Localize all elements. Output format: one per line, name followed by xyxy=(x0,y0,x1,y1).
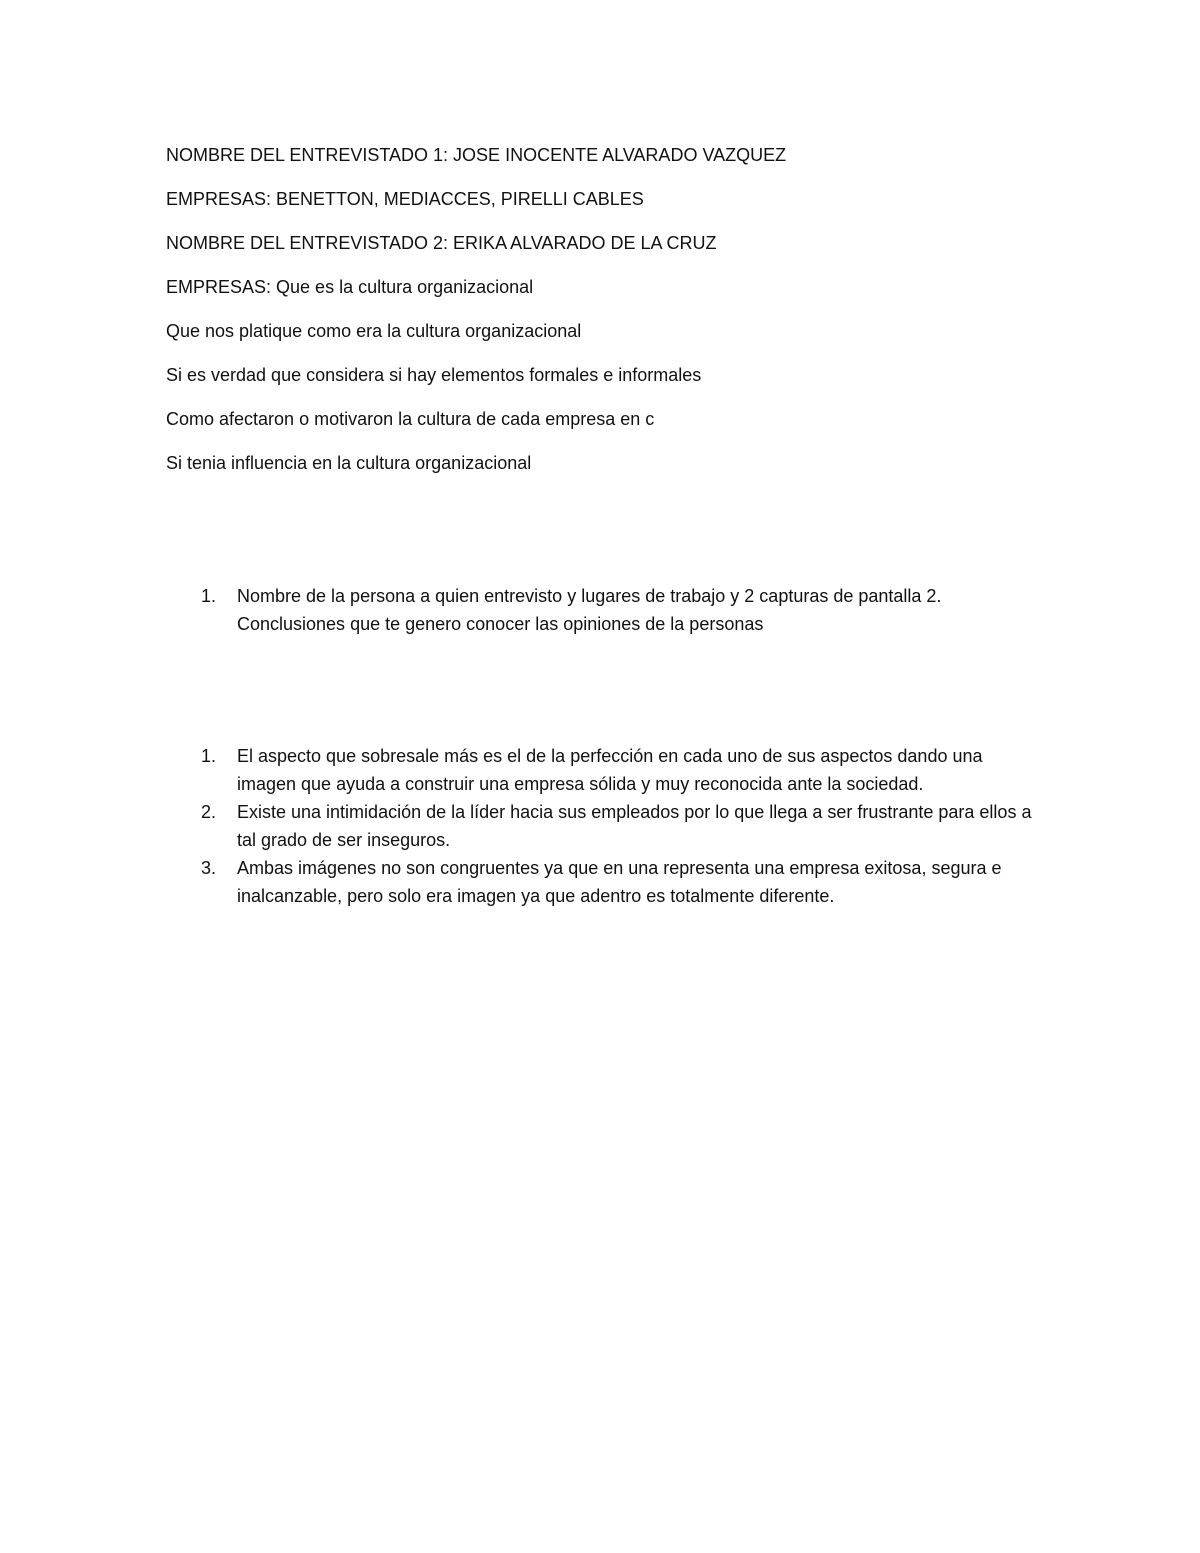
list-item xyxy=(166,742,1046,798)
list-item xyxy=(166,582,1026,638)
interviewee-1-companies: EMPRESAS: BENETTON, MEDIACCES, PIRELLI CABLES xyxy=(166,189,644,209)
interview-info xyxy=(166,142,1046,494)
question-line: Como afectaron o motivaron la cultura de cada empresa en c xyxy=(166,409,655,429)
interviewee-2-companies: EMPRESAS: Que es la cultura organizacional xyxy=(166,277,534,297)
list-item xyxy=(166,798,1046,854)
instructions-list xyxy=(166,582,1026,638)
interviewee-2-name: NOMBRE DEL ENTREVISTADO 2: ERIKA ALVARADO DE LA CRUZ xyxy=(166,233,717,253)
list-item xyxy=(166,854,1046,910)
list-item-text: Nombre de la persona a quien entrevisto y lugares de trabajo y 2 capturas de pantalla 2. Conclusiones que te genero conocer las opiniones de la personas xyxy=(237,586,942,634)
conclusions-list xyxy=(166,742,1046,910)
list-number: 2. xyxy=(201,802,217,822)
list-item-text: Ambas imágenes no son congruentes ya que en una representa una empresa exitosa, segura e inalcanzable, pero solo era imagen ya que adentro es totalmente diferente. xyxy=(237,858,1002,906)
question-line: Que nos platique como era la cultura organizacional xyxy=(166,321,582,341)
list-item-text: El aspecto que sobresale más es el de la perfección en cada uno de sus aspectos dando una imagen que ayuda a construir una empresa sólida y muy reconocida ante la sociedad. xyxy=(237,746,983,794)
list-item-text: Existe una intimidación de la líder hacia sus empleados por lo que llega a ser frustrante para ellos a tal grado de ser inseguros. xyxy=(237,802,1032,850)
question-line: Si es verdad que considera si hay elementos formales e informales xyxy=(166,365,702,385)
list-number: 3. xyxy=(201,858,217,878)
interviewee-1-name: NOMBRE DEL ENTREVISTADO 1: JOSE INOCENTE ALVARADO VAZQUEZ xyxy=(166,145,787,165)
list-number: 1. xyxy=(201,586,217,606)
list-number: 1. xyxy=(201,746,217,766)
question-line: Si tenia influencia en la cultura organizacional xyxy=(166,453,532,473)
